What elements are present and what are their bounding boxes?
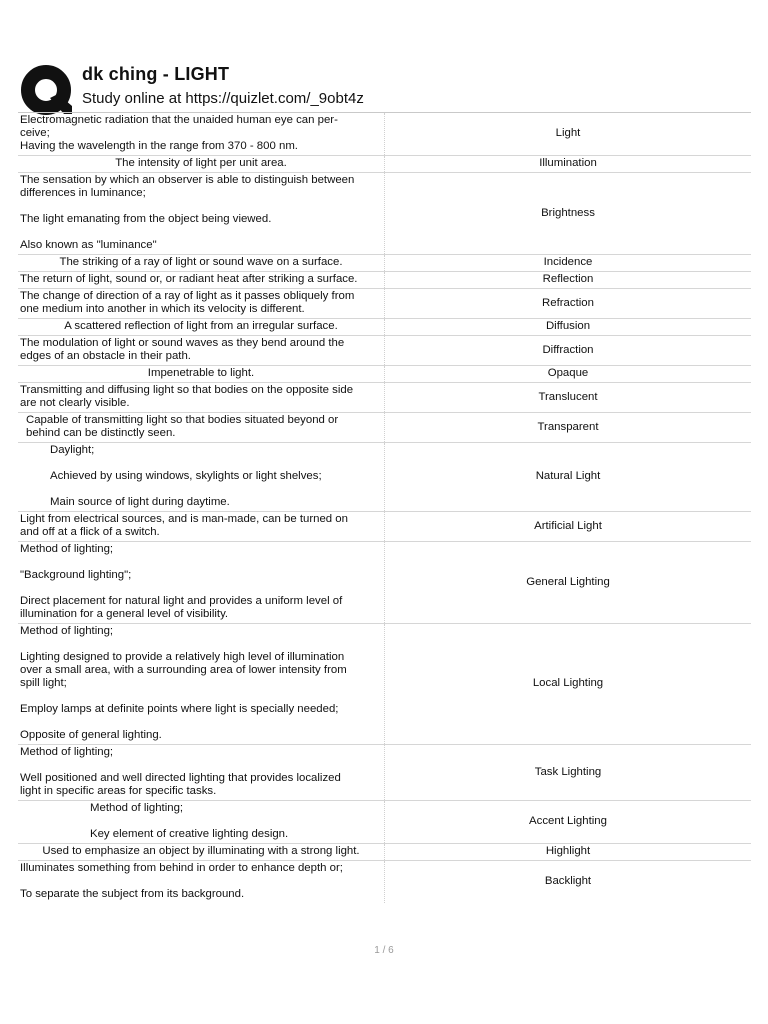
definition-line	[20, 759, 382, 772]
card-term: Reflection	[385, 272, 752, 289]
definition-line: illumination for a general level of visibility.	[20, 608, 229, 620]
definition-line: Also known as "luminance"	[20, 239, 157, 251]
definition-line: one medium into another in which its velocity is different.	[20, 303, 305, 315]
definition-line: "Background lighting";	[20, 569, 132, 581]
card-row	[18, 542, 751, 624]
definition-line	[20, 556, 382, 569]
card-term: Artificial Light	[385, 512, 752, 542]
definition-line	[20, 690, 382, 703]
definition-line: Having the wavelength in the range from 370 - 800 nm.	[20, 140, 298, 152]
definition-line: The return of light, sound or, or radiant heat after striking a surface.	[20, 273, 358, 285]
definition-line: Electromagnetic radiation that the unaided human eye can per-	[20, 114, 338, 126]
definition-line: Method of lighting;	[90, 802, 184, 814]
card-definition	[18, 319, 385, 336]
card-row	[18, 383, 751, 413]
card-term: General Lighting	[385, 542, 752, 624]
card-definition	[18, 443, 385, 512]
definition-line: edges of an obstacle in their path.	[20, 350, 191, 362]
card-term: Local Lighting	[385, 624, 752, 745]
card-term: Task Lighting	[385, 745, 752, 801]
definition-line: behind can be distinctly seen.	[26, 427, 176, 439]
card-definition	[18, 156, 385, 173]
definition-line: The intensity of light per unit area.	[115, 157, 287, 169]
definition-line: A scattered reflection of light from an irregular surface.	[64, 320, 338, 332]
page-subtitle: Study online at https://quizlet.com/_9obt4z	[82, 90, 364, 107]
definition-line: differences in luminance;	[20, 187, 146, 199]
card-definition	[18, 861, 385, 904]
card-row	[18, 861, 751, 904]
card-row	[18, 801, 751, 844]
definition-line: Lighting designed to provide a relatively high level of illumination	[20, 651, 345, 663]
card-term: Highlight	[385, 844, 752, 861]
card-definition	[18, 173, 385, 255]
definition-line	[20, 226, 382, 239]
card-definition	[18, 336, 385, 366]
card-definition	[18, 289, 385, 319]
page-header	[20, 60, 760, 112]
definition-line: Daylight;	[50, 444, 95, 456]
card-term: Diffraction	[385, 336, 752, 366]
card-term: Translucent	[385, 383, 752, 413]
definition-line: Key element of creative lighting design.	[90, 828, 289, 840]
card-term: Brightness	[385, 173, 752, 255]
definition-line	[20, 638, 382, 651]
definition-line: Transmitting and diffusing light so that bodies on the opposite side	[20, 384, 354, 396]
definition-line: spill light;	[20, 677, 67, 689]
card-row	[18, 113, 751, 156]
definition-line: The modulation of light or sound waves as they bend around the	[20, 337, 345, 349]
card-row	[18, 336, 751, 366]
card-definition	[18, 113, 385, 156]
card-row	[18, 289, 751, 319]
card-row	[18, 173, 751, 255]
definition-line: Method of lighting;	[20, 625, 114, 637]
quizlet-logo-icon	[20, 64, 72, 116]
card-definition	[18, 366, 385, 383]
card-term: Natural Light	[385, 443, 752, 512]
card-definition	[18, 542, 385, 624]
card-definition	[18, 801, 385, 844]
definition-line: light in specific areas for specific tasks.	[20, 785, 217, 797]
card-row	[18, 413, 751, 443]
card-row	[18, 745, 751, 801]
definition-line: Impenetrable to light.	[147, 367, 255, 379]
definition-line: Direct placement for natural light and provides a uniform level of	[20, 595, 343, 607]
page-number: 1 / 6	[374, 945, 394, 956]
definition-line: Employ lamps at definite points where light is specially needed;	[20, 703, 339, 715]
definition-line	[50, 457, 382, 470]
card-definition	[18, 255, 385, 272]
card-row	[18, 624, 751, 745]
card-definition	[18, 272, 385, 289]
page-title: dk ching - LIGHT	[82, 64, 230, 84]
card-term: Illumination	[385, 156, 752, 173]
card-definition	[18, 624, 385, 745]
card-definition	[18, 383, 385, 413]
card-definition	[18, 844, 385, 861]
card-term: Accent Lighting	[385, 801, 752, 844]
card-term: Refraction	[385, 289, 752, 319]
definition-line: Method of lighting;	[20, 746, 114, 758]
definition-line: over a small area, with a surrounding area of lower intensity from	[20, 664, 347, 676]
definition-line	[50, 483, 382, 496]
definition-line: To separate the subject from its background.	[20, 888, 245, 900]
card-definition	[18, 413, 385, 443]
definition-line: The change of direction of a ray of light as it passes obliquely from	[20, 290, 355, 302]
definition-line: Well positioned and well directed lighting that provides localized	[20, 772, 341, 784]
card-row	[18, 319, 751, 336]
definition-line: Capable of transmitting light so that bodies situated beyond or	[26, 414, 339, 426]
card-term: Backlight	[385, 861, 752, 904]
definition-line: The sensation by which an observer is able to distinguish between	[20, 174, 355, 186]
card-definition	[18, 745, 385, 801]
definition-line: Opposite of general lighting.	[20, 729, 162, 741]
definition-line: Illuminates something from behind in order to enhance depth or;	[20, 862, 343, 874]
definition-line	[90, 815, 382, 828]
definition-line	[20, 200, 382, 213]
card-term: Light	[385, 113, 752, 156]
card-term: Diffusion	[385, 319, 752, 336]
card-row	[18, 443, 751, 512]
card-row	[18, 255, 751, 272]
definition-line: The striking of a ray of light or sound wave on a surface.	[59, 256, 343, 268]
card-row	[18, 844, 751, 861]
card-row	[18, 156, 751, 173]
definition-line: Method of lighting;	[20, 543, 114, 555]
definition-line: Light from electrical sources, and is man-made, can be turned on	[20, 513, 348, 525]
card-row	[18, 512, 751, 542]
definition-line: and off at a flick of a switch.	[20, 526, 160, 538]
definition-line: The light emanating from the object being viewed.	[20, 213, 272, 225]
card-definition	[18, 512, 385, 542]
card-term: Incidence	[385, 255, 752, 272]
card-term: Transparent	[385, 413, 752, 443]
definition-line: Used to emphasize an object by illuminating with a strong light.	[42, 845, 360, 857]
definition-line: Achieved by using windows, skylights or light shelves;	[50, 470, 322, 482]
definition-line: are not clearly visible.	[20, 397, 130, 409]
definition-line: ceive;	[20, 127, 50, 139]
card-row	[18, 272, 751, 289]
card-term: Opaque	[385, 366, 752, 383]
card-row	[18, 366, 751, 383]
definition-line	[20, 875, 382, 888]
flashcard-table	[18, 112, 751, 903]
definition-line: Main source of light during daytime.	[50, 496, 230, 508]
definition-line	[20, 716, 382, 729]
definition-line	[20, 582, 382, 595]
